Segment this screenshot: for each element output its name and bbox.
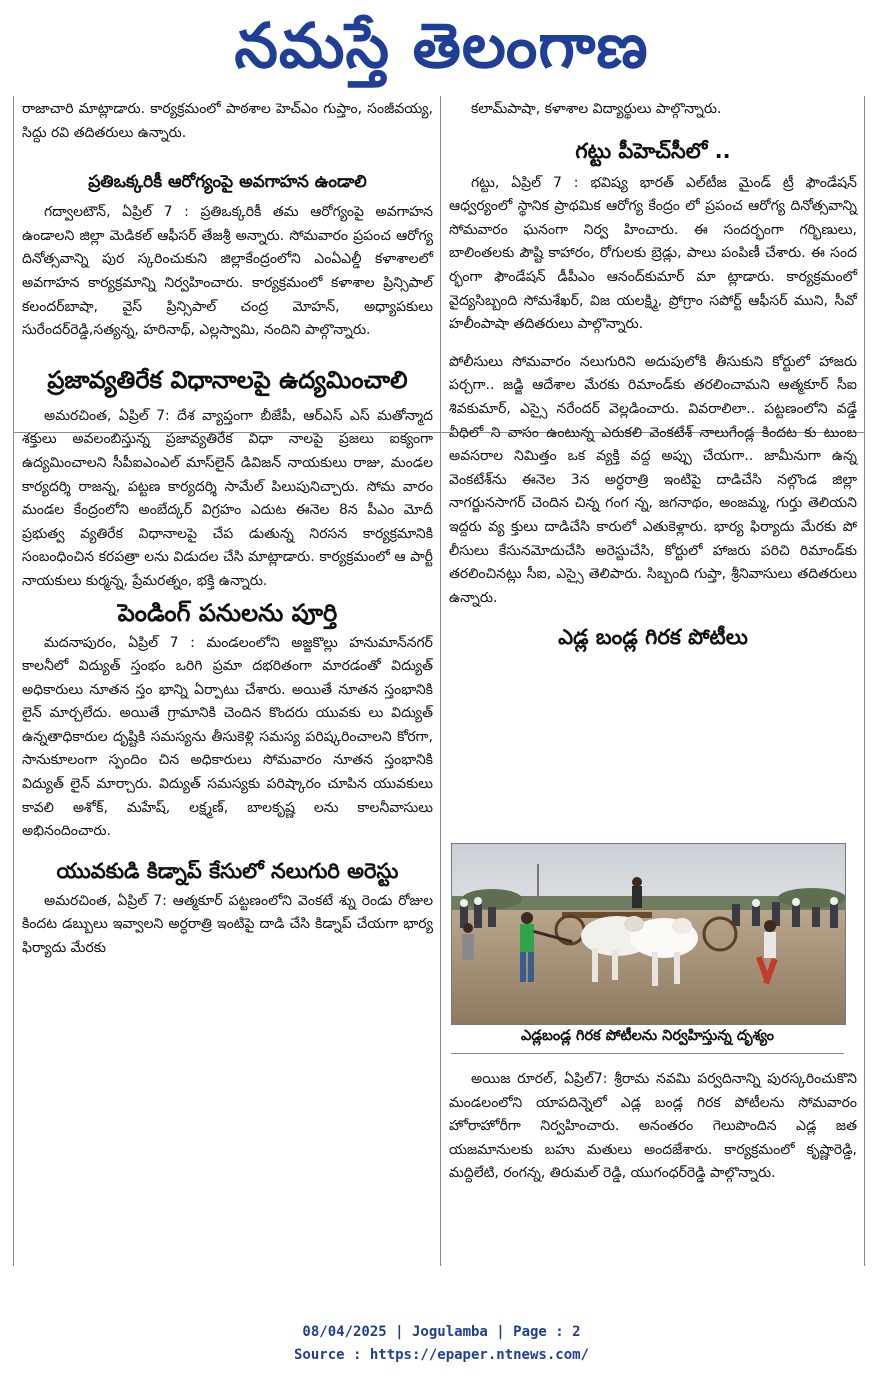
article-body-protest: అమరచింత, ఏప్రిల్ 7: దేశ వ్యాప్తంగా బీజేపీ, ఆర్ఎస్ ఎస్ మతోన్మాద శక్తులు అవలంబిస్తున్న ప్రజావ్యతిరేక విధా నాలపై ప్రజలు ఐక్యంగా ఉద్యమించాలని సీపీఐఎంఎల్ మాస్‌లైన్ డివిజన్ నాయకులు రాజు, మండల కార్యదర్శి రాజన్న, పట్టణ కార్యదర్శి సామేల్ పిలుపునిచ్చారు. సోమ వారం మండల కేంద్రంలోని అంబేద్కర్ విగ్రహం ఎదుట ఈనెల 8న పీఎం మోదీ ప్రభుత్వ వ్యతిరేక విధానాలపై చేప డుతున్న నిరసన కార్యక్రమానికి సంబంధించిన కరపత్రా లను విడుదల చేసి మాట్లాడారు. కార్యక్రమంలో ఆ పార్టీ నాయకులు కుర్మన్న, ప్రేమరత్నం, భక్తి ఉన్నారు. xyxy=(22,407,433,589)
bullock-race-photo xyxy=(451,843,846,1025)
article-heading-kidnap-case: యువకుడి కిడ్నాప్ కేసులో నలుగురి అరెస్టు xyxy=(56,858,399,883)
article-heading-gattu-phc: గట్టు పీహెచ్‌సీలో .. xyxy=(575,138,731,163)
article-heading-health-awareness: ప్రతిఒక్కరికీ ఆరోగ్యంపై అవగాహన ఉండాలి xyxy=(88,172,367,193)
center-column-rule xyxy=(440,96,441,1266)
article-heading-protest: ప్రజావ్యతిరేక విధానాలపై ఉద్యమించాలి xyxy=(47,365,408,394)
article-body-kidnap-case: అమరచింత, ఏప్రిల్ 7: ఆత్మకూర్ పట్టణంలోని వెంకటే శ్ను రెండు రోజుల కిందట డబ్బులు ఇవ్వాలని అర్ధరాత్రి ఇంటిపై దాడి చేసి కిడ్నాప్ చేయగా భార్య ఫిర్యాదు మేరకు xyxy=(22,892,433,957)
article-heading-bullock-race: ఎడ్ల బండ్ల గిరక పోటీలు xyxy=(558,625,748,650)
footer-source-link[interactable]: Source : https://epaper.ntnews.com/ xyxy=(293,1347,589,1363)
right-carry-text: కలామ్‌పాషా, కళాశాల విద్యార్థులు పాల్గొన్నారు. xyxy=(471,101,722,117)
newspaper-title: నమస్తే తెలంగాణ xyxy=(234,9,649,82)
bullock-race-illustration xyxy=(452,844,845,1024)
photo-caption: ఎడ్లబండ్ల గిరక పోటీలను నిర్వహిస్తున్న దృశ్యం xyxy=(520,1028,775,1044)
article-body-bullock-race: అయిజ రూరల్, ఏప్రిల్7: శ్రీరామ నవమి పర్వదినాన్ని పురస్కరించుకొని మండలంలోని యాపదిన్నెలో ఎడ్ల బండ్ల గిరక పోటీలను సోమవారం హోరాహోరీగా నిర్వహించారు. అనంతరం గెలుపొందిన ఎడ్ల జత యజమానులకు బహు మతులు అందజేశారు. కార్యక్రమంలో కృష్ణారెడ్డి, మద్దిలేటి, రంగన్న, తిరుమల్ రెడ్డి, యుగంధర్‌రెడ్డి పాల్గొన్నారు. xyxy=(449,1071,857,1182)
article-body-health-awareness: గద్వాలటౌన్, ఏప్రిల్ 7 : ప్రతిఒక్కరికీ తమ ఆరోగ్యంపై అవగాహన ఉండాలని జిల్లా మెడికల్ ఆఫీసర్ తేజశ్రీ అన్నారు. సోమవారం ప్రపంచ ఆరోగ్య దినోత్సవాన్ని పుర స్కరించుకుని జిల్లాకేంద్రంలోని ఎంఏఎల్డీ కళాశాలలో అవగాహన కార్యక్రమాన్ని నిర్వహించారు. కార్యక్రమంలో కళాశాల ప్రిన్సిపాల్ కలందర్‌బాషా, వైస్ ప్రిన్సిపాల్ చంద్ర మోహన్, అధ్యాపకులు సురేందర్‌రెడ్డి,సత్యన్న, హరినాథ్, ఎల్లస్వామి, నందిని పాల్గొన్నారు. xyxy=(22,204,433,339)
right-column-rule xyxy=(864,96,865,1266)
article-body-kidnap-continued: పోలీసులు సోమవారం నలుగురిని అదుపులోకి తీసుకుని కోర్టులో హాజరు పర్చగా.. జడ్జి ఆదేశాల మేరకు రిమాండ్‌కు తరలించామని ఆత్మకూర్ సీఐ శివకుమార్, ఎస్సై నరేందర్ వెల్లడించారు. వివరాలిలా.. పట్టణంలోని వడ్డే వీధిలో ని వాసం ఉంటున్న ఎరుకలి వెంకటేశ్ నాలుగేండ్ల కిందట కు టుంబ అవసరాల నిమిత్తం ఒక వ్యక్తి వద్ద అప్పు చేయగా.. జామీనుగా ఉన్న వెంకటేశ్‌ను ఈనెల 3న అర్ధరాత్రి ఇంటిపై దాడిచేసి నల్గొండ జిల్లా నాగర్జునసాగర్ చెందిన చిన్న గంగ న్న, జగనాథం, అంజమ్మ, గుర్తు తెలియని ఇద్దరు వ్య క్తులు దాడిచేసి కారులో ఎతుకెళ్లారు. భార్య ఫిర్యాదు మేరకు పో లీసులు కేసునమోదుచేసి అరెస్టుచేసి, కోర్టులో హాజరు పరిచి రిమాండ్‌కు తరలించినట్లు సీఐ, ఎస్సై తెలిపారు. సిబ్బంది గుప్తా, శ్రీనివాసులు తదితరులు ఉన్నారు. xyxy=(449,353,857,606)
article-heading-pending-works: పెండింగ్ పనులను పూర్తి xyxy=(117,598,338,627)
article-body-pending-works: మదనాపురం, ఏప్రిల్ 7 : మండలంలోని అజ్జకొల్లు హనుమాన్‌నగర్ కాలనీలో విద్యుత్ స్తంభం ఒరిగి ప్రమా దభరితంగా మారడంతో విద్యుత్ అధికారులు నూతన స్తం భాన్ని ఏర్పాటు చేశారు. అయితే నూతన స్తంభానికి లైన్ మార్చలేదు. అయితే గ్రామానికి చెందిన కొందరు యువకు లు విద్యుత్ ఉన్నతాధికారుల దృష్టికి సమస్యను తీసుకెళ్లి సమస్య పరిష్కరించాలని కోరగా, సానుకూలంగా స్పందిం చిన అధికారులు సోమవారం నూతన స్తంభానికి విద్యుత్ లైన్ మార్చారు. విద్యుత్ సమస్యకు పరిష్కారం చూపిన యువకులు కావలి అశోక్, మహేష్, లక్ష్మణ్, బాలకృష్ణ లను కాలనీవాసులు అభినందించారు. xyxy=(22,634,433,840)
left-column xyxy=(22,98,433,961)
right-column-bottom xyxy=(449,1068,857,1186)
footer-edition-info: 08/04/2025 | Jogulamba | Page : 2 xyxy=(302,1324,581,1340)
article-body-gattu-phc: గట్టు, ఏప్రిల్ 7 : భవిష్య భారత్ ఎల్‌టీజ మైండ్ ట్రీ ఫౌండేషన్ ఆధ్వర్యంలో స్థానిక ప్రాథమిక ఆరోగ్య కేంద్రం లో ప్రపంచ ఆరోగ్య దినోత్సవాన్ని సోమవారం ఘనంగా నిర్వ హించారు. ఈ సందర్భంగా గర్భిణులు, బాలింతలకు పౌష్టి కాహారం, రోగులకు బ్రెడ్లు, పాలు పంపిణీ చేశారు. ఈ సంద ర్భంగా ఫౌండేషన్ డీపీఎం ఆనంద్‌కుమార్ మా ట్లాడారు. కార్యక్రమంలో వైద్యసిబ్బంది సోమశేఖర్, విజ యలక్ష్మి, ప్రోగ్రాం సపోర్ట్ ఆఫీసర్ ముని, సీవో హలీంపాషా తదితరులు పాల్గొన్నారు. xyxy=(449,174,857,333)
left-carry-text: రాజాచారి మాట్లాడారు. కార్యక్రమంలో పాఠశాల హెచ్ఎం గుప్తాం, సంజీవయ్య, సిద్దు రవి తదితరులు ఉన్నారు. xyxy=(22,101,433,141)
left-border-rule xyxy=(13,96,14,1266)
right-column xyxy=(449,98,857,652)
caption-underline xyxy=(451,1053,844,1054)
masthead xyxy=(0,6,883,86)
